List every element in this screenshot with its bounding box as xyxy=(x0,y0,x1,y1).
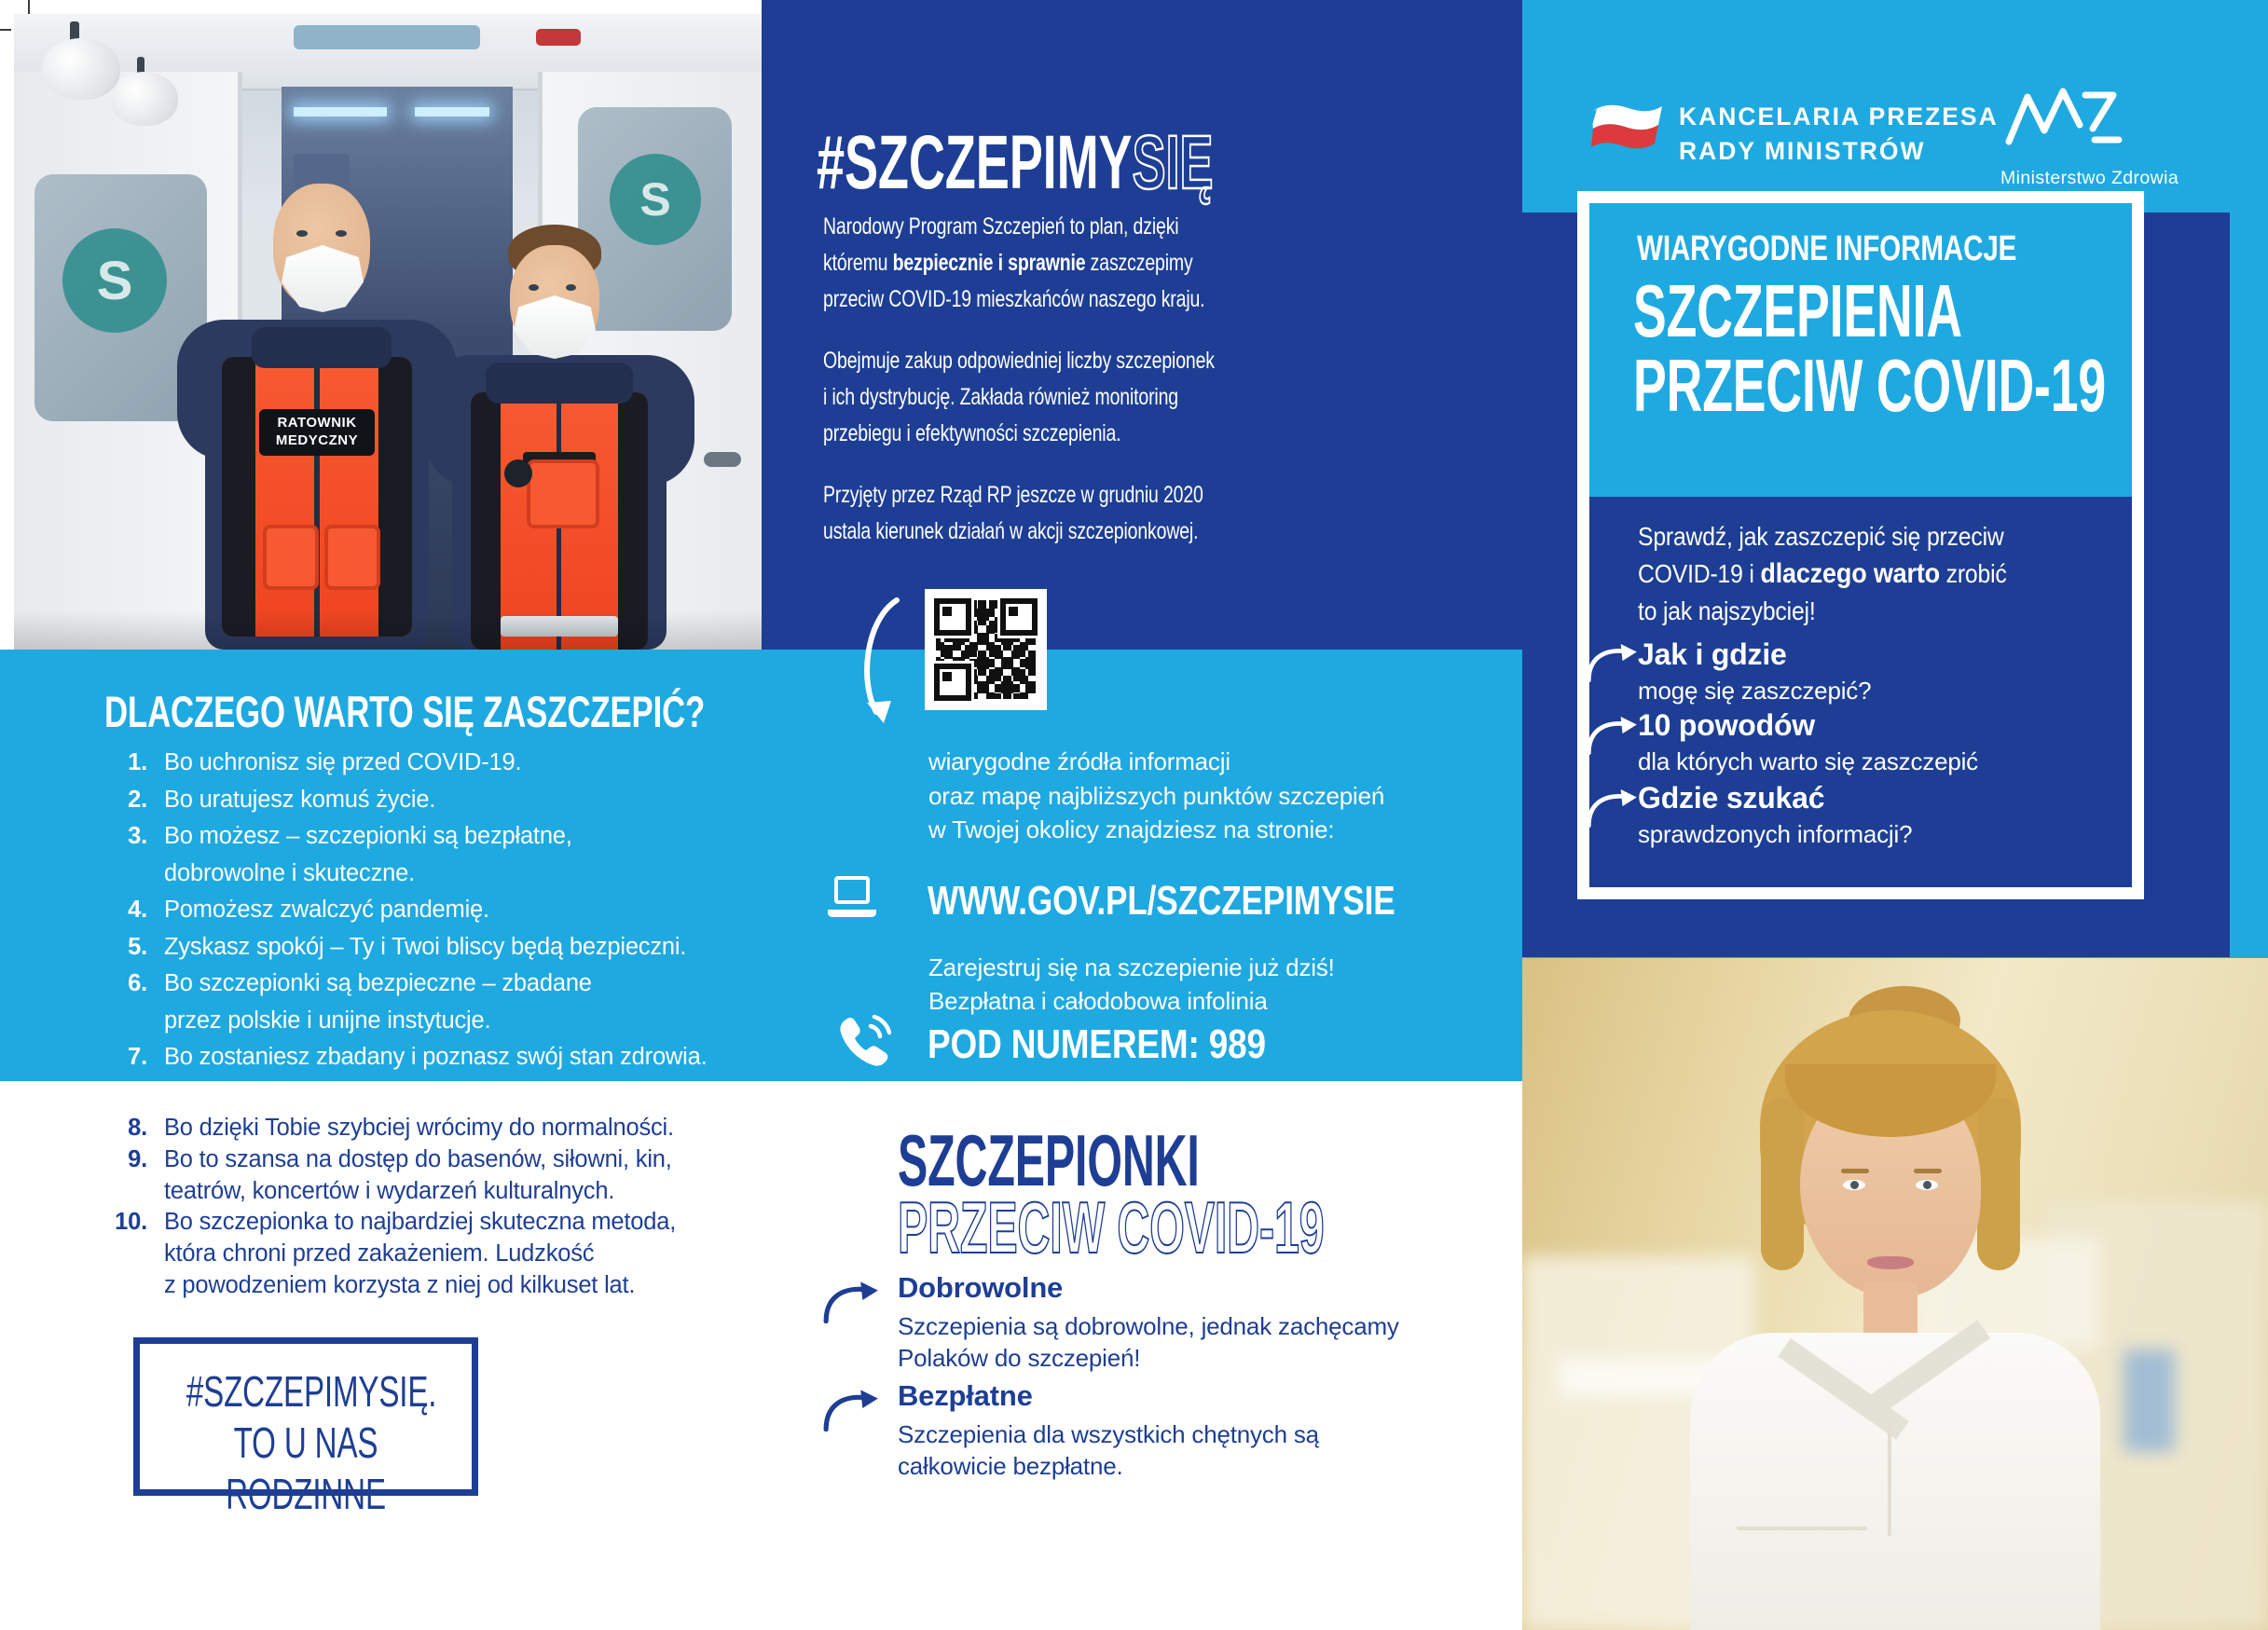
eyebrow xyxy=(1841,1169,1869,1173)
topic-subtitle: mogę się zaszczepić? xyxy=(1638,677,1872,705)
list-item xyxy=(101,745,763,782)
tunic-pocket-seam xyxy=(1737,1527,1867,1530)
paramedic-head xyxy=(501,225,609,374)
vest-pocket xyxy=(263,525,319,590)
list-item xyxy=(101,1207,763,1301)
program-paragraphs xyxy=(823,209,1215,575)
topic-subtitle: sprawdzonych informacji? xyxy=(1638,820,1913,848)
list-item xyxy=(101,966,763,1039)
item-text: Bo możesz – szczepionki są bezpłatne, dobrowolne i skuteczne. xyxy=(164,823,572,886)
family-slogan-box xyxy=(133,1337,478,1518)
reasons-list-white xyxy=(101,1113,763,1302)
title-solid: #SZCZEPIMY xyxy=(817,120,1133,205)
qr-finder xyxy=(934,664,971,701)
door-handle xyxy=(704,452,741,467)
item-number: 4. xyxy=(128,897,147,923)
shadow xyxy=(14,610,762,650)
list-item xyxy=(101,929,763,966)
patch-line: MEDYCZNY xyxy=(275,432,359,448)
eyebrow-heading: WIARYGODNE INFORMACJE xyxy=(1637,229,2017,268)
item-number: 3. xyxy=(128,823,147,849)
item-text: Bo uratujesz komuś życie. xyxy=(164,786,436,813)
stethoscope-chestpiece xyxy=(504,459,532,487)
helmet xyxy=(111,72,178,126)
phone-icon xyxy=(836,1014,892,1070)
family-slogan: #SZCZEPIMYSIĘ. TO U NAS RODZINNE xyxy=(186,1367,437,1518)
lips xyxy=(1867,1256,1914,1269)
list-item xyxy=(101,782,763,819)
free-text: Szczepienia dla wszystkich chętnych są całkowicie bezpłatne. xyxy=(898,1420,1319,1480)
item-number: 2. xyxy=(128,786,147,813)
list-item xyxy=(101,1039,763,1076)
curved-arrow-icon xyxy=(854,593,904,733)
hair xyxy=(1761,1098,1804,1270)
vest-trim xyxy=(222,357,255,637)
interior-light xyxy=(294,107,387,116)
register-text: Zarejestruj się na szczepienie już dziś! Bezpłatna i całodobowa infolinia xyxy=(928,953,1335,1015)
patch-line: RATOWNIK xyxy=(277,415,357,431)
paramedic-right xyxy=(415,225,694,650)
vest-trim xyxy=(378,357,412,637)
paragraph: Narodowy Program Szczepień to plan, dzięki któremu bezpiecznie i sprawnie zaszczepimy przeciw COVID-19 mieszkańców naszego kraju. xyxy=(823,213,1205,312)
list-item xyxy=(101,818,763,892)
item-number: 6. xyxy=(128,970,147,996)
curved-arrow-icon xyxy=(1585,788,1643,828)
poland-flag-icon xyxy=(1582,97,1668,155)
info-sources-text: wiarygodne źródła informacji oraz mapę najbliższych punktów szczepień w Twojej okolicy znajdziesz na stronie: xyxy=(928,747,1385,843)
szczepimysie-title xyxy=(817,119,1213,207)
qr-finder xyxy=(1000,598,1038,636)
eye xyxy=(566,284,576,291)
reasons-list-blue xyxy=(101,745,763,1076)
topic-subtitle: dla których warto się zaszczepić xyxy=(1638,747,1978,775)
nurse-figure xyxy=(1681,986,2110,1630)
ffp2-mask xyxy=(282,245,364,312)
ambulance-window-logo: S xyxy=(62,228,167,333)
free-heading: Bezpłatne xyxy=(898,1379,1033,1412)
voluntary-heading: Dobrowolne xyxy=(898,1271,1064,1304)
jacket-collar xyxy=(252,327,392,368)
curved-arrow-icon xyxy=(822,1389,884,1431)
title-outline: SIĘ xyxy=(1132,120,1214,205)
item-text: Bo zostaniesz zbadany i poznasz swój stan zdrowia. xyxy=(164,1044,708,1070)
nurse-photo xyxy=(1522,958,2268,1630)
ambulance-brake-light xyxy=(536,29,581,46)
curved-arrow-icon xyxy=(1585,716,1643,755)
pupil xyxy=(1923,1181,1931,1189)
vaccines-title-outline: PRZECIW COVID-19 xyxy=(898,1186,1325,1268)
paramedic-head xyxy=(267,171,377,329)
qr-finder xyxy=(934,598,971,636)
hotline-number: POD NUMEREM: 989 xyxy=(928,1021,1266,1067)
item-text: Pomożesz zwalczyć pandemię. xyxy=(164,897,489,923)
hair xyxy=(1977,1098,2020,1270)
item-text: Bo dzięki Tobie szybciej wrócimy do normalności. xyxy=(164,1115,674,1141)
tunic-seam xyxy=(1888,1424,1891,1536)
curved-arrow-icon xyxy=(1585,643,1643,682)
item-text: Zyskasz spokój – Ty i Twoi bliscy będą bezpieczni. xyxy=(164,933,687,960)
reasons-heading: DLACZEGO WARTO SIĘ ZASZCZEPIĆ? xyxy=(104,687,706,736)
topic-title: 10 powodów xyxy=(1638,708,1816,742)
item-number: 8. xyxy=(128,1115,147,1141)
vaccines-title-solid: SZCZEPIONKI xyxy=(898,1119,1200,1201)
paramedics-photo xyxy=(14,14,762,650)
vest-pocket xyxy=(324,525,380,590)
helmet xyxy=(42,38,120,100)
ffp2-mask xyxy=(514,295,596,359)
kprm-logo-text: KANCELARIA PREZESA RADY MINISTRÓW xyxy=(1679,103,1999,165)
item-text: Bo uchronisz się przed COVID-19. xyxy=(164,749,522,775)
item-text: Bo to szansa na dostęp do basenów, siłowni, kin, teatrów, koncertów i wydarzeń kulturalnych. xyxy=(164,1145,672,1204)
paramedic-patch xyxy=(259,409,375,456)
item-number: 5. xyxy=(128,933,147,960)
topic-title: Jak i gdzie xyxy=(1638,637,1787,671)
pupil xyxy=(1850,1181,1859,1189)
crop-mark xyxy=(0,29,11,31)
item-number: 7. xyxy=(128,1044,147,1070)
voluntary-text: Szczepienia są dobrowolne, jednak zachęcamy Polaków do szczepień! xyxy=(898,1312,1399,1372)
list-item xyxy=(101,1144,763,1208)
ambulance-window-logo: S xyxy=(610,154,701,245)
qr-code xyxy=(925,589,1047,710)
mz-logo-icon xyxy=(2003,82,2126,155)
item-number: 9. xyxy=(128,1145,147,1172)
eyebrow xyxy=(1914,1169,1942,1173)
item-number: 1. xyxy=(128,749,147,775)
curved-arrow-icon xyxy=(822,1281,884,1323)
item-text: Bo szczepionka to najbardziej skuteczna metoda, która chroni przed zakażeniem. Ludzkość z powodzeniem korzysta z niej od kilkuset lat. xyxy=(164,1209,677,1298)
eye xyxy=(296,230,308,237)
vest-zipper xyxy=(314,357,320,637)
list-item xyxy=(101,1113,763,1144)
item-number: 10. xyxy=(115,1209,147,1236)
website-url: WWW.GOV.PL/SZCZEPIMYSIE xyxy=(928,878,1395,924)
blurred-bottle xyxy=(2124,1349,2175,1452)
eye xyxy=(529,284,539,291)
main-title: SZCZEPIENIA PRZECIW COVID-19 xyxy=(1633,269,2107,427)
ambulance-lightbar xyxy=(294,25,480,49)
item-text: Bo szczepionki są bezpieczne – zbadane przez polskie i unijne instytucje. xyxy=(164,970,592,1034)
mz-logo-text: Ministerstwo Zdrowia xyxy=(2000,168,2179,188)
laptop-icon xyxy=(824,874,880,923)
list-item xyxy=(101,892,763,929)
interior-light xyxy=(415,107,489,116)
eye xyxy=(336,230,347,237)
intro-paragraph: Sprawdź, jak zaszczepić się przeciw COVID-19 i dlaczego warto zrobić to jak najszybciej! xyxy=(1638,522,2007,625)
paragraph: Przyjęty przez Rząd RP jeszcze w grudniu 2020 ustala kierunek działań w akcji szczepionkowej. xyxy=(823,482,1203,544)
topic-title: Gdzie szukać xyxy=(1638,781,1825,815)
vest-pocket xyxy=(527,459,599,528)
paragraph: Obejmuje zakup odpowiedniej liczby szczepionek i ich dystrybucję. Zakłada również monitoring przebiegu i efektywności szczepienia. xyxy=(823,348,1215,446)
